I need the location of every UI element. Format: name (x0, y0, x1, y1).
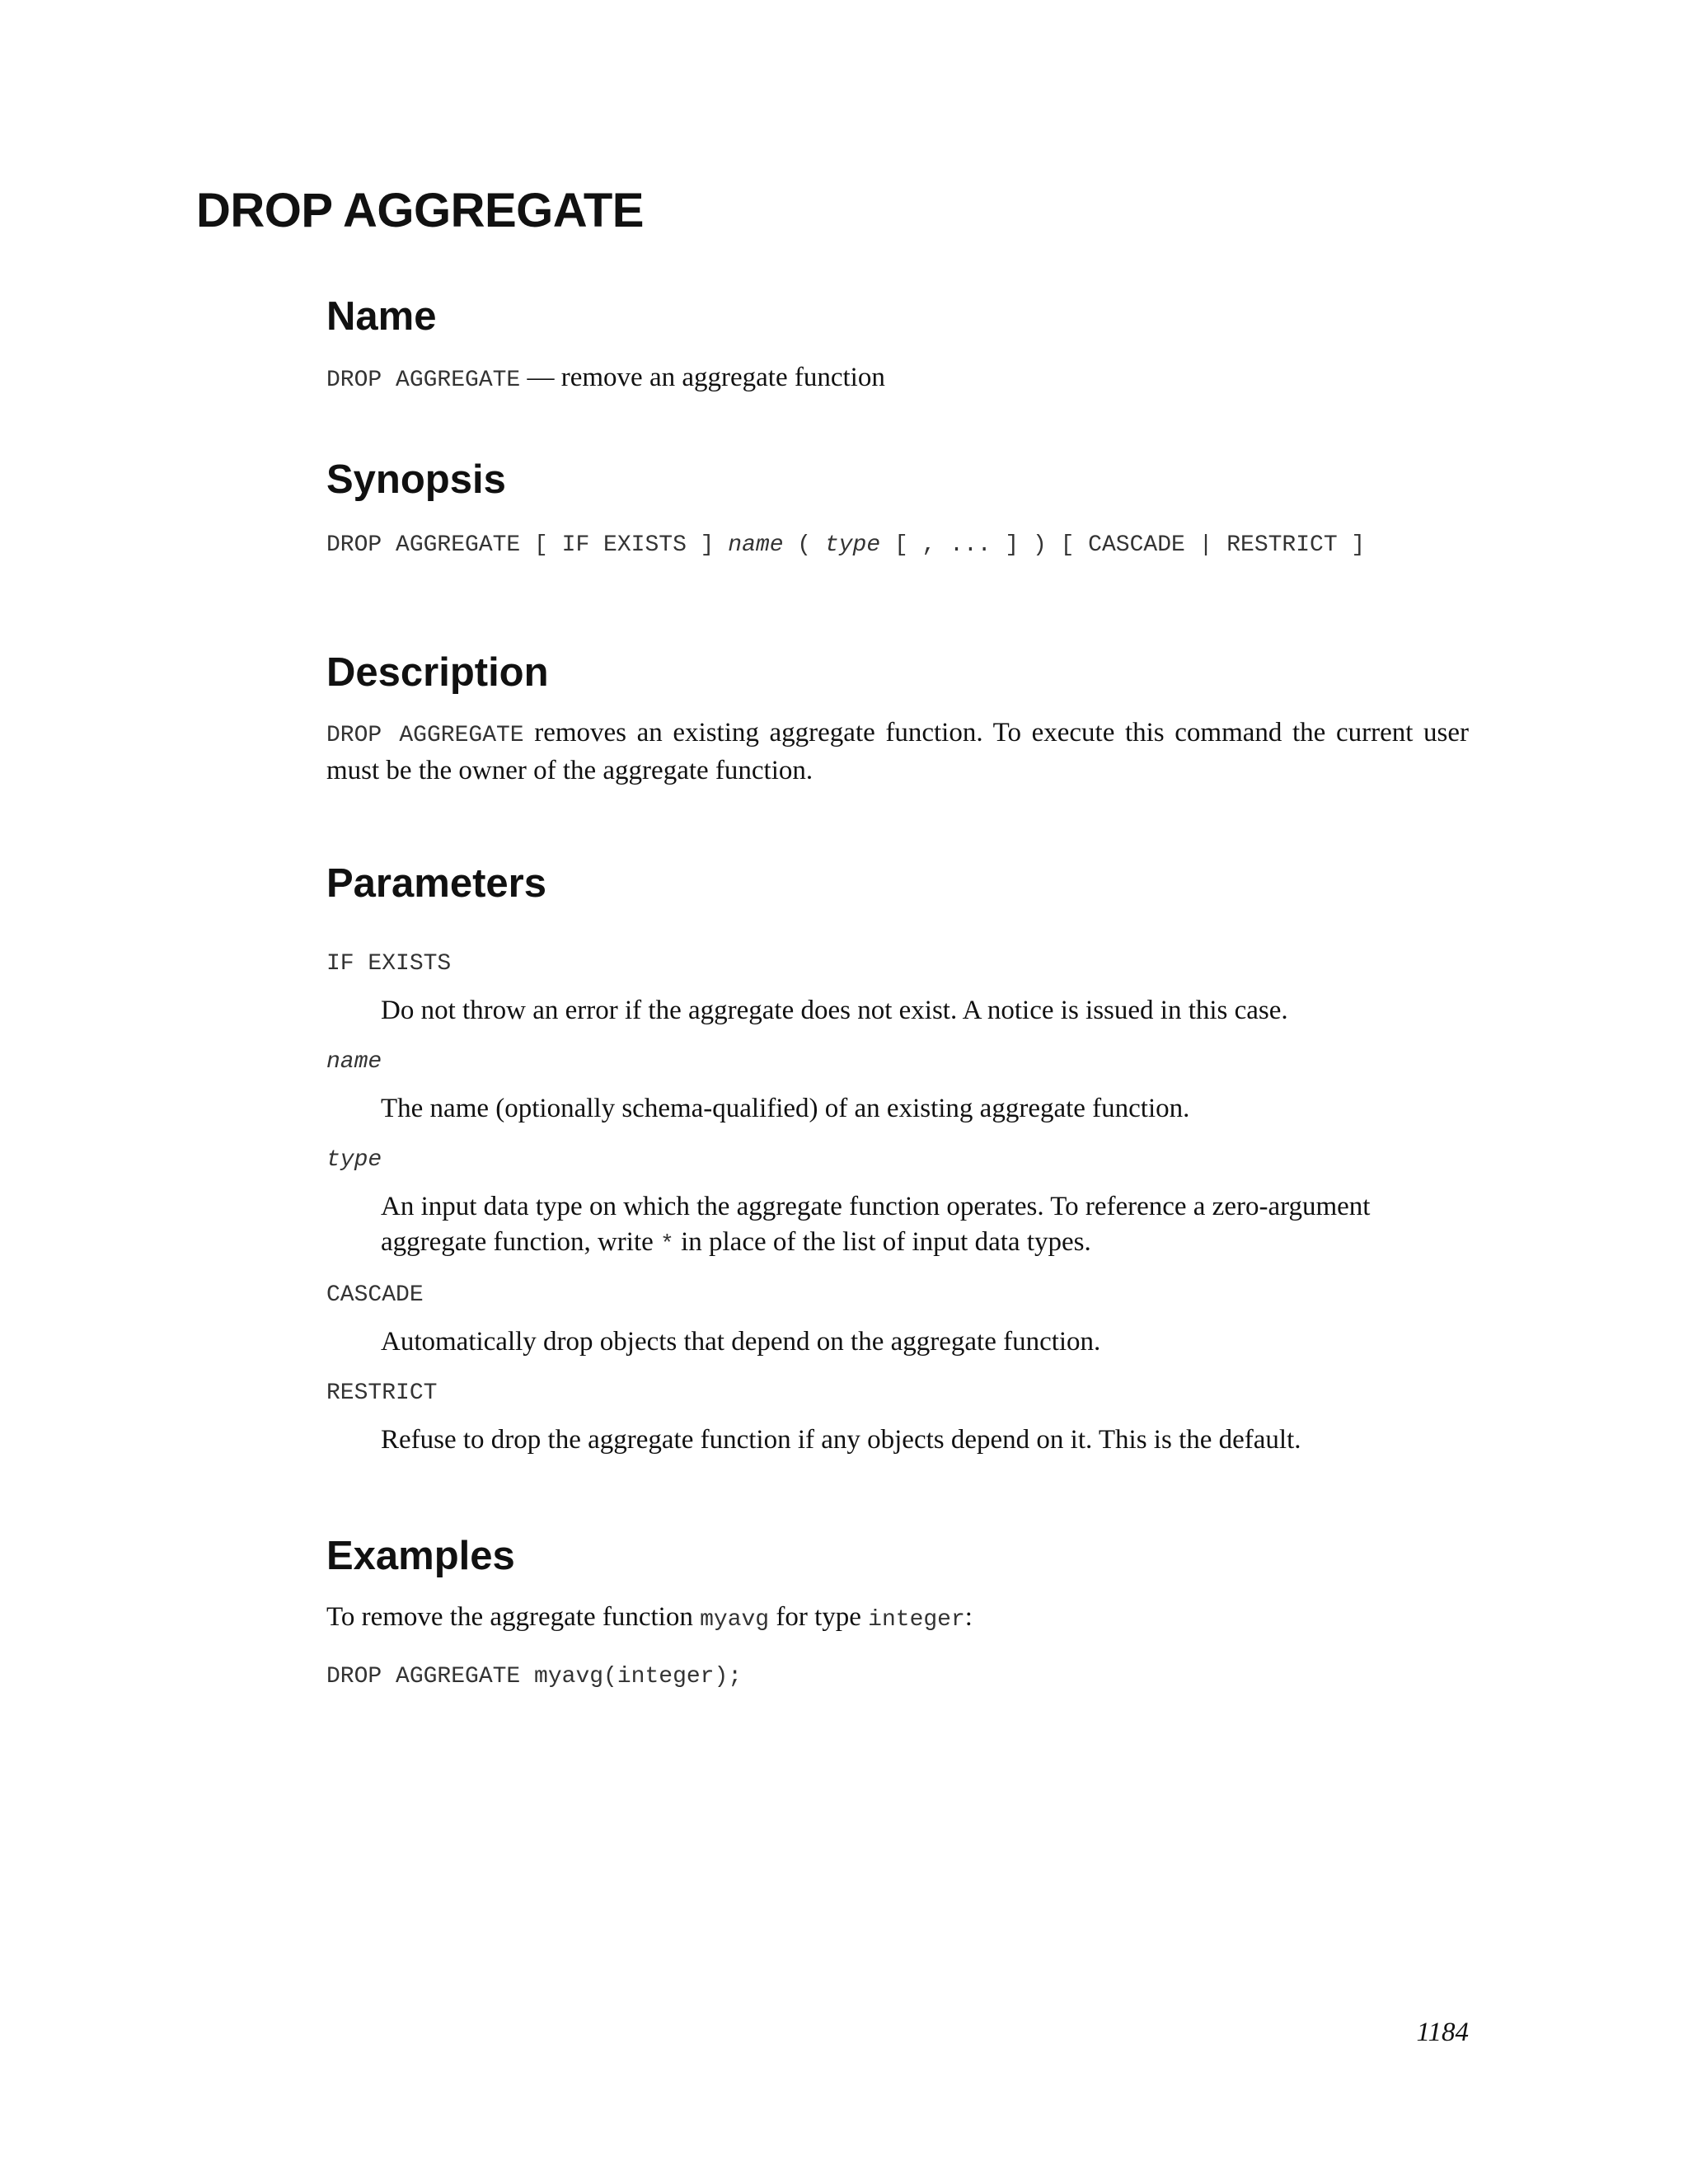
description-heading: Description (326, 650, 549, 695)
name-command: DROP AGGREGATE (326, 368, 521, 393)
name-line (326, 359, 885, 399)
param-desc-type-before: An input data type on which the aggregate function operates. To reference a zero-argument aggregate function, write (381, 1192, 1371, 1257)
synopsis-name-param: name (728, 532, 784, 558)
page-number: 1184 (1416, 2018, 1469, 2047)
examples-heading: Examples (326, 1534, 515, 1578)
param-desc-type (381, 1189, 1469, 1263)
param-desc-type-after: in place of the list of input data types. (673, 1227, 1091, 1257)
description-paragraph (326, 715, 1469, 789)
synopsis-part-1: DROP AGGREGATE [ IF EXISTS ] (326, 532, 729, 558)
description-command: DROP AGGREGATE (326, 723, 524, 748)
param-term-name: name (326, 1049, 382, 1075)
examples-intro-code-1: myavg (700, 1607, 770, 1633)
examples-intro-middle: for type (769, 1602, 869, 1632)
synopsis-type-param: type (824, 532, 881, 558)
name-heading: Name (326, 294, 437, 339)
parameters-heading: Parameters (326, 861, 546, 906)
examples-code: DROP AGGREGATE myavg(integer); (326, 1664, 743, 1690)
examples-intro-code-2: integer (868, 1607, 965, 1633)
examples-intro-after: : (964, 1602, 973, 1632)
param-term-cascade: CASCADE (326, 1282, 424, 1308)
synopsis-part-3: [ , ... ] ) [ CASCADE | RESTRICT ] (880, 532, 1366, 558)
param-desc-name: The name (optionally schema-qualified) of an existing aggregate function. (381, 1094, 1190, 1123)
param-term-restrict: RESTRICT (326, 1380, 438, 1406)
page-title: DROP AGGREGATE (196, 184, 644, 237)
param-desc-type-code: * (660, 1232, 674, 1258)
synopsis-heading: Synopsis (326, 457, 506, 502)
param-desc-restrict: Refuse to drop the aggregate function if any objects depend on it. This is the default. (381, 1425, 1301, 1455)
synopsis-code (326, 529, 1365, 562)
examples-intro (326, 1599, 973, 1638)
param-term-type: type (326, 1147, 382, 1173)
examples-intro-before: To remove the aggregate function (326, 1602, 701, 1632)
name-summary: — remove an aggregate function (520, 363, 885, 392)
param-desc-cascade: Automatically drop objects that depend on the aggregate function. (381, 1327, 1101, 1357)
param-term-if-exists: IF EXISTS (326, 951, 452, 977)
description-text: removes an existing aggregate function. To execute this command the current user must be the owner of the aggregate function. (326, 718, 1469, 785)
param-desc-if-exists: Do not throw an error if the aggregate does not exist. A notice is issued in this case. (381, 996, 1288, 1025)
synopsis-part-2: ( (783, 532, 825, 558)
